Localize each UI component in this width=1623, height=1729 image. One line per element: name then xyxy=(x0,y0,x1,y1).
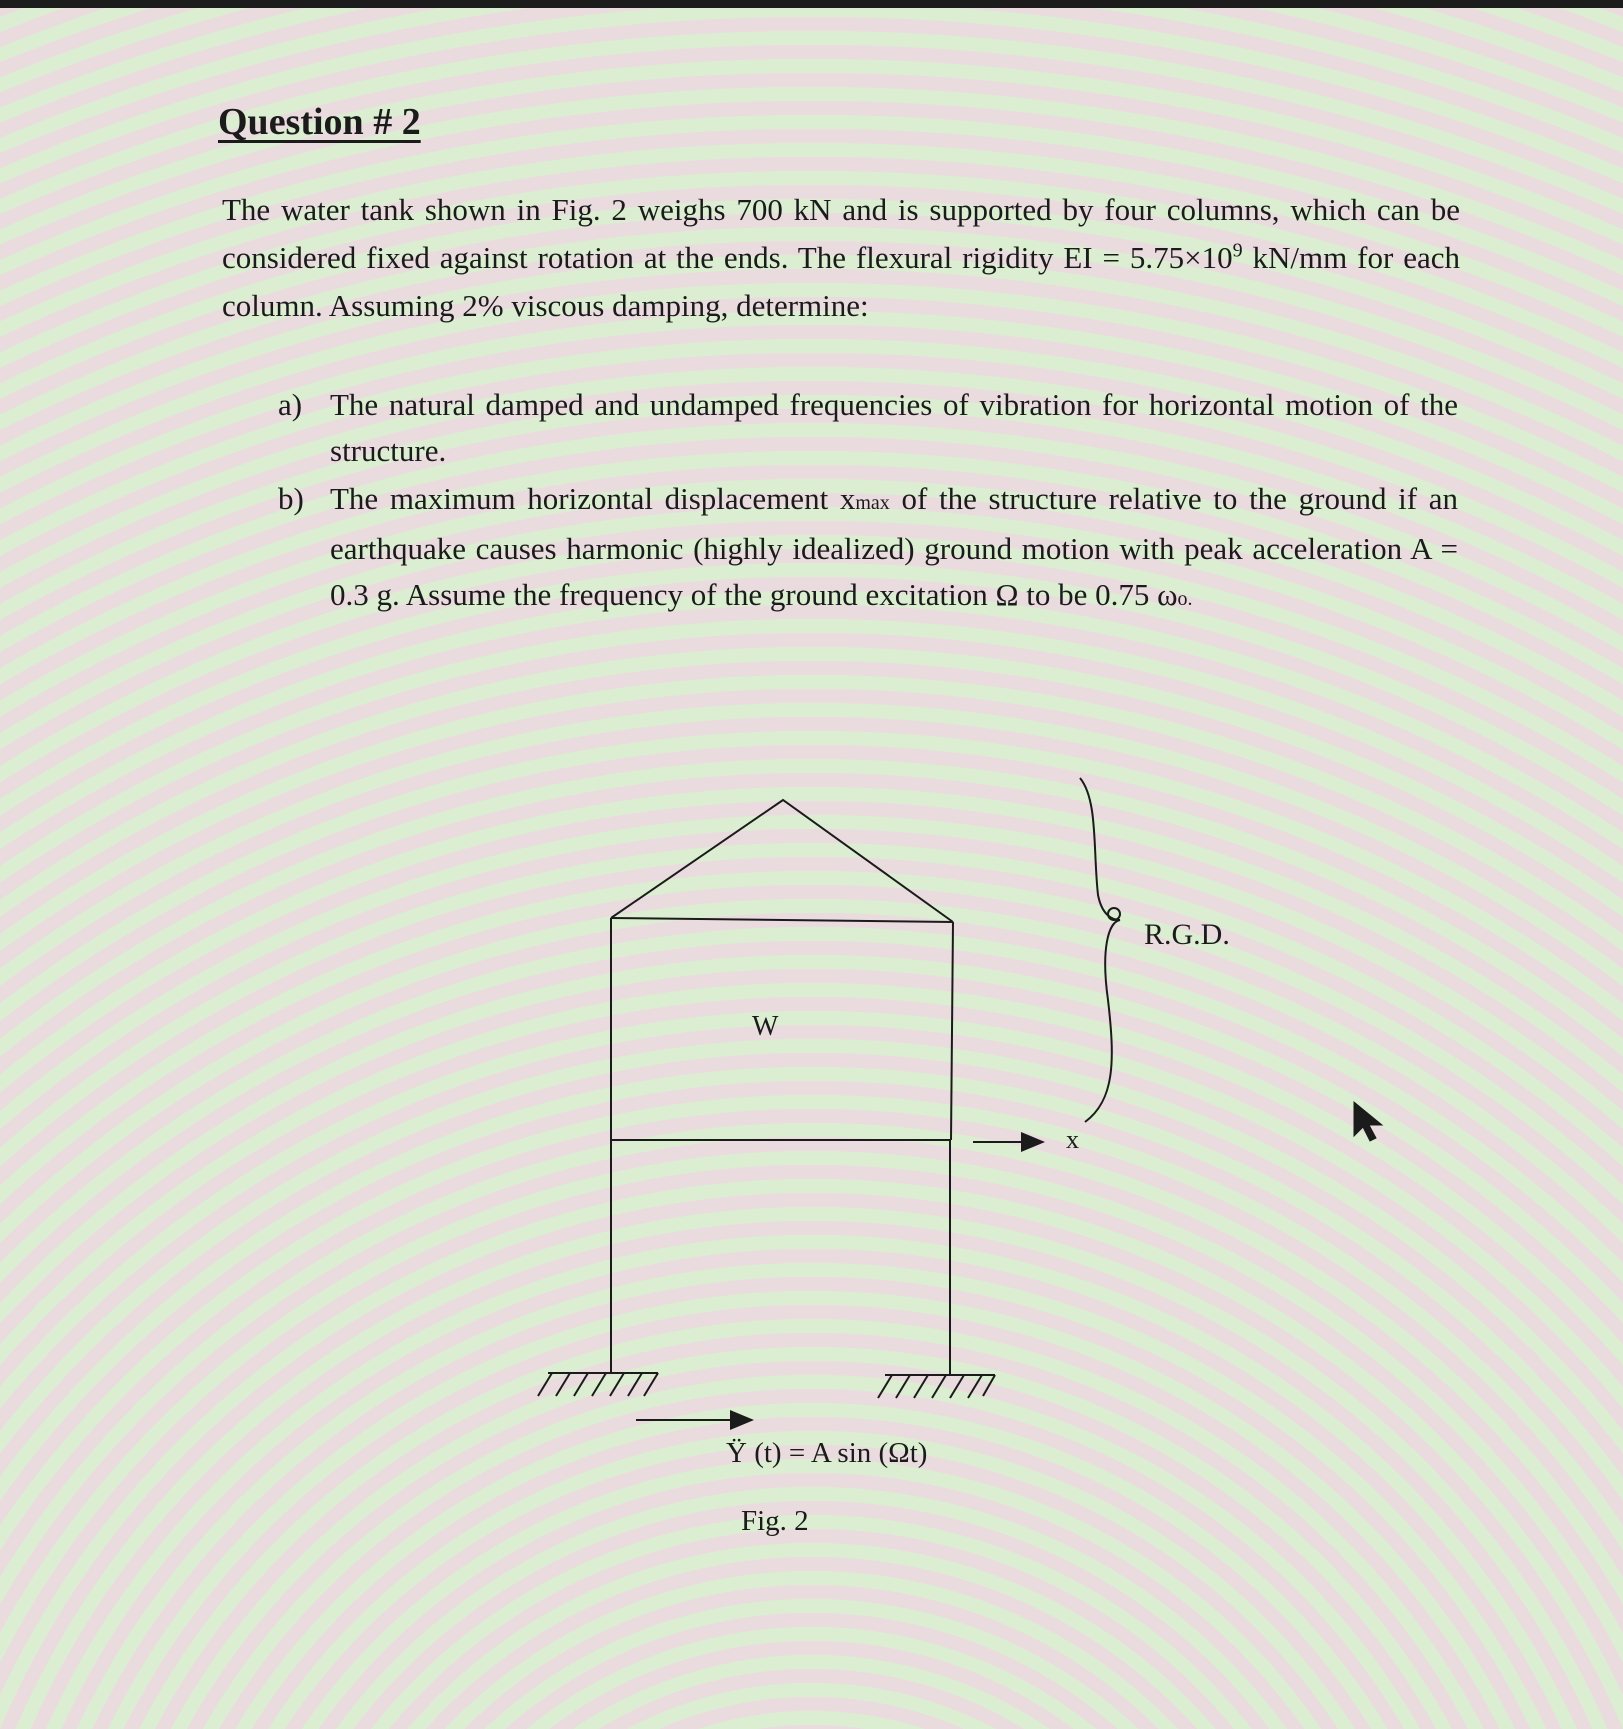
displacement-label: x xyxy=(1066,1125,1079,1154)
part-b-marker: b) xyxy=(278,481,304,516)
part-b-text-2: of the structure relative to the ground if an earthquake causes harmonic (highly idealized) ground motion with peak acceleration A = 0.3 g. Assume the frequency of the ground excitation Ω to be 0.75 ω xyxy=(330,481,1459,612)
part-a-text: The natural damped and undamped frequencies of vibration for horizontal motion of the structure. xyxy=(330,387,1458,468)
part-b-subscript-max: max xyxy=(855,492,890,514)
intro-text-2: kN/mm for each column. Assuming 2% viscous damping, determine: xyxy=(222,240,1460,323)
figure-caption: Fig. 2 xyxy=(741,1505,809,1537)
weight-label: W xyxy=(752,1011,779,1042)
question-heading: Question # 2 xyxy=(218,101,421,143)
rigid-body-brace xyxy=(1080,778,1120,1122)
tank-roof xyxy=(611,800,953,922)
right-ground-hatch xyxy=(878,1375,995,1398)
part-a-marker: a) xyxy=(278,387,303,422)
part-b-subscript-o: o. xyxy=(1177,588,1193,610)
left-ground-hatch xyxy=(538,1373,658,1396)
part-b-text-1: The maximum horizontal displacement x xyxy=(330,481,856,516)
rigid-body-label: R.G.D. xyxy=(1144,918,1230,951)
ground-motion-equation: Ÿ (t) = A sin (Ωt) xyxy=(726,1437,928,1469)
intro-exponent: 9 xyxy=(1232,239,1243,262)
intro-text-1: The water tank shown in Fig. 2 weighs 700 kN and is supported by four columns, which can be considered fixed against rotation at the ends. The flexural rigidity EI = 5.75×10 xyxy=(222,192,1460,275)
mouse-pointer-icon xyxy=(1352,1100,1386,1144)
tank-right-wall xyxy=(951,922,953,1140)
tank-roof-base xyxy=(611,918,953,922)
